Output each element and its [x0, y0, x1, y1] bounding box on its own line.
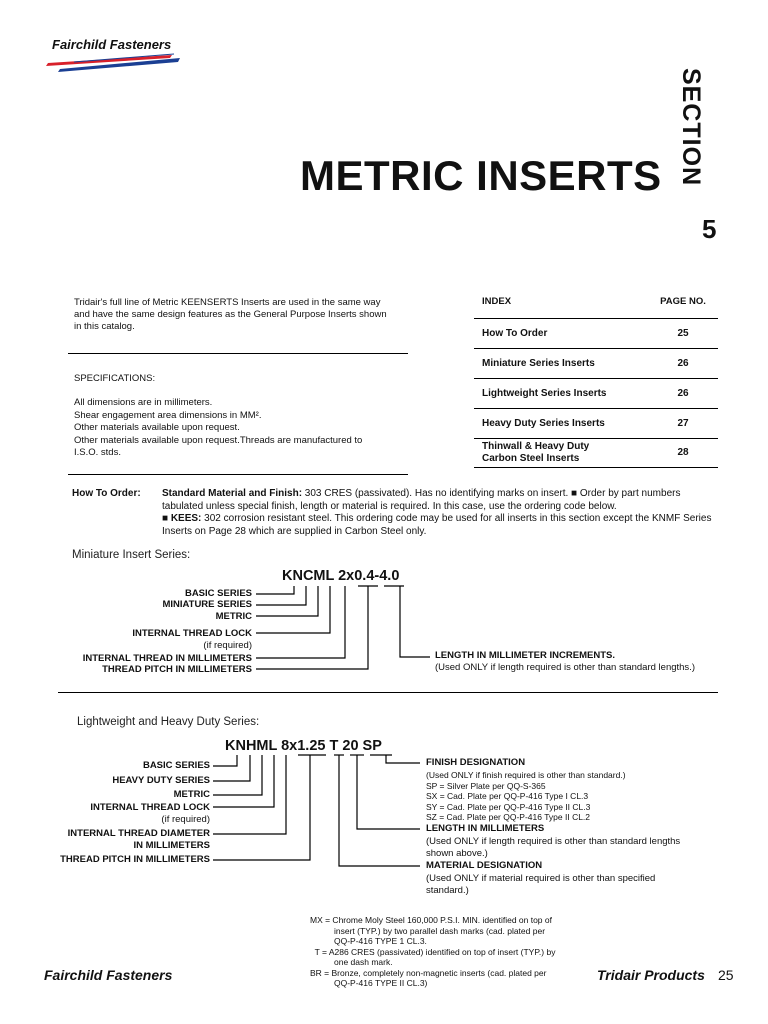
mini-label: THREAD PITCH IN MILLIMETERS [102, 664, 252, 675]
spec-line: Shear engagement area dimensions in MM². [74, 409, 262, 421]
finish-label: FINISH DESIGNATION [426, 757, 526, 768]
lw-label: HEAVY DUTY SERIES [112, 775, 210, 786]
lw-if-required: (if required) [161, 814, 210, 825]
index-col-label: INDEX [474, 292, 648, 319]
index-row-page: 27 [648, 409, 718, 439]
lw-label: IN MILLIMETERS [133, 840, 210, 851]
hto-bold: ■ KEES: [162, 513, 202, 524]
hto-text: 302 corrosion resistant steel. This ordering code may be used for all inserts in this section except the KNMF Series Inserts on Page 28 which are supplied in Carbon Steel only. [162, 513, 712, 537]
finish-note: SP = Silver Plate per QQ-S-365 [426, 780, 546, 791]
finish-note: (Used ONLY if finish required is other than standard.) [426, 770, 626, 780]
mini-label: INTERNAL THREAD IN MILLIMETERS [82, 653, 252, 664]
lightweight-heading: Lightweight and Heavy Duty Series: [77, 716, 260, 728]
section-word: SECTION [677, 68, 705, 187]
material-line: BR = Bronze, completely non-magnetic inserts (cad. plated per [310, 967, 547, 978]
material-line: T = A286 CRES (passivated) identified on top of insert (TYP.) by [310, 946, 556, 957]
material-line-cont: QQ-P-416 TYPE 1 CL.3. [334, 936, 427, 946]
lw-label: METRIC [173, 789, 210, 800]
length-note: (Used ONLY if length required is other than standard lengths [426, 836, 681, 847]
footer-brand: Fairchild Fasteners [44, 967, 173, 983]
spec-line: Other materials available upon request.Threads are manufactured to [74, 434, 363, 446]
leader-line [213, 755, 237, 766]
length-label: LENGTH IN MILLIMETERS [426, 823, 545, 834]
intro-text: Tridair's full line of Metric KEENSERTS Inserts are used in the same way and have the same design features as the General Purpose Inserts shown in this catalog. [74, 297, 387, 332]
lw-label: INTERNAL THREAD LOCK [90, 802, 210, 813]
finish-note: SX = Cad. Plate per QQ-P-416 Type I CL.3 [426, 791, 589, 801]
mini-label: MINIATURE SERIES [162, 599, 252, 610]
mini-label: BASIC SERIES [184, 588, 252, 599]
index-row-page: 25 [648, 319, 718, 349]
index-row-label[interactable]: How To Order [474, 319, 648, 349]
lw-label: INTERNAL THREAD DIAMETER [67, 828, 210, 839]
lw-label: BASIC SERIES [142, 760, 210, 771]
mini-length-label: LENGTH IN MILLIMETER INCREMENTS. [435, 650, 615, 661]
spec-line: All dimensions are in millimeters. [74, 397, 213, 408]
index-row-label[interactable]: Heavy Duty Series Inserts [474, 409, 648, 439]
material-note: (Used ONLY if material required is other than specified [426, 873, 656, 884]
brand-logo-text: Fairchild Fasteners [52, 37, 172, 52]
material-label: MATERIAL DESIGNATION [426, 860, 543, 871]
material-note: standard.) [426, 885, 469, 896]
finish-note: SZ = Cad. Plate per QQ-P-416 Type II CL.2 [426, 812, 591, 822]
leader-line [386, 755, 420, 763]
material-line-cont: one dash mark. [334, 957, 393, 967]
index-row-label-line1: Thinwall & Heavy Duty [482, 441, 590, 452]
how-to-order-label: How To Order: [72, 488, 141, 499]
mini-if-required: (if required) [203, 640, 252, 651]
index-col-page: PAGE NO. [648, 292, 718, 319]
lw-label: THREAD PITCH IN MILLIMETERS [60, 854, 210, 865]
material-line-cont: QQ-P-416 TYPE II CL.3) [334, 978, 428, 988]
index-row-page: 26 [648, 349, 718, 379]
index-row-label[interactable]: Lightweight Series Inserts [474, 379, 648, 409]
leader-line [357, 755, 420, 829]
spec-line: Other materials available upon request. [74, 422, 240, 433]
leader-line [213, 755, 250, 781]
index-row-label[interactable]: Miniature Series Inserts [474, 349, 648, 379]
mini-label: METRIC [215, 611, 252, 622]
page-title: METRIC INSERTS [300, 152, 662, 199]
page-number: 25 [718, 967, 734, 983]
finish-note: SY = Cad. Plate per QQ-P-416 Type II CL.3 [426, 801, 591, 812]
index-row-page: 26 [648, 379, 718, 409]
leader-line [339, 755, 420, 866]
section-number: 5 [702, 214, 717, 244]
index-row-page: 28 [648, 439, 718, 468]
lightweight-code: KNHML 8x1.25 T 20 SP [225, 738, 382, 754]
mini-length-note: (Used ONLY if length required is other than standard lengths.) [435, 662, 695, 673]
material-line: MX = Chrome Moly Steel 160,000 P.S.I. MIN. identified on top of [310, 915, 552, 925]
length-note: shown above.) [426, 848, 488, 859]
footer-product: Tridair Products [597, 967, 705, 983]
mini-label: INTERNAL THREAD LOCK [132, 628, 252, 639]
miniature-code: KNCML 2x0.4-4.0 [282, 568, 400, 584]
hto-text: 303 CRES (passivated). Has no identifying marks on insert. ■ Order by part numbers tabulated unless special finish, length or material is required. In this case, use the ordering code below. [162, 488, 681, 512]
index-row-label-line2: Carbon Steel Inserts [482, 453, 580, 464]
miniature-heading: Miniature Insert Series: [72, 549, 191, 561]
spec-line: I.S.O. stds. [74, 447, 121, 458]
hto-bold: Standard Material and Finish: [162, 488, 303, 499]
materials-legend [310, 915, 580, 989]
spec-heading: SPECIFICATIONS: [74, 373, 156, 384]
material-line-cont: insert (TYP.) by two parallel dash marks (cad. plated per [334, 925, 546, 936]
